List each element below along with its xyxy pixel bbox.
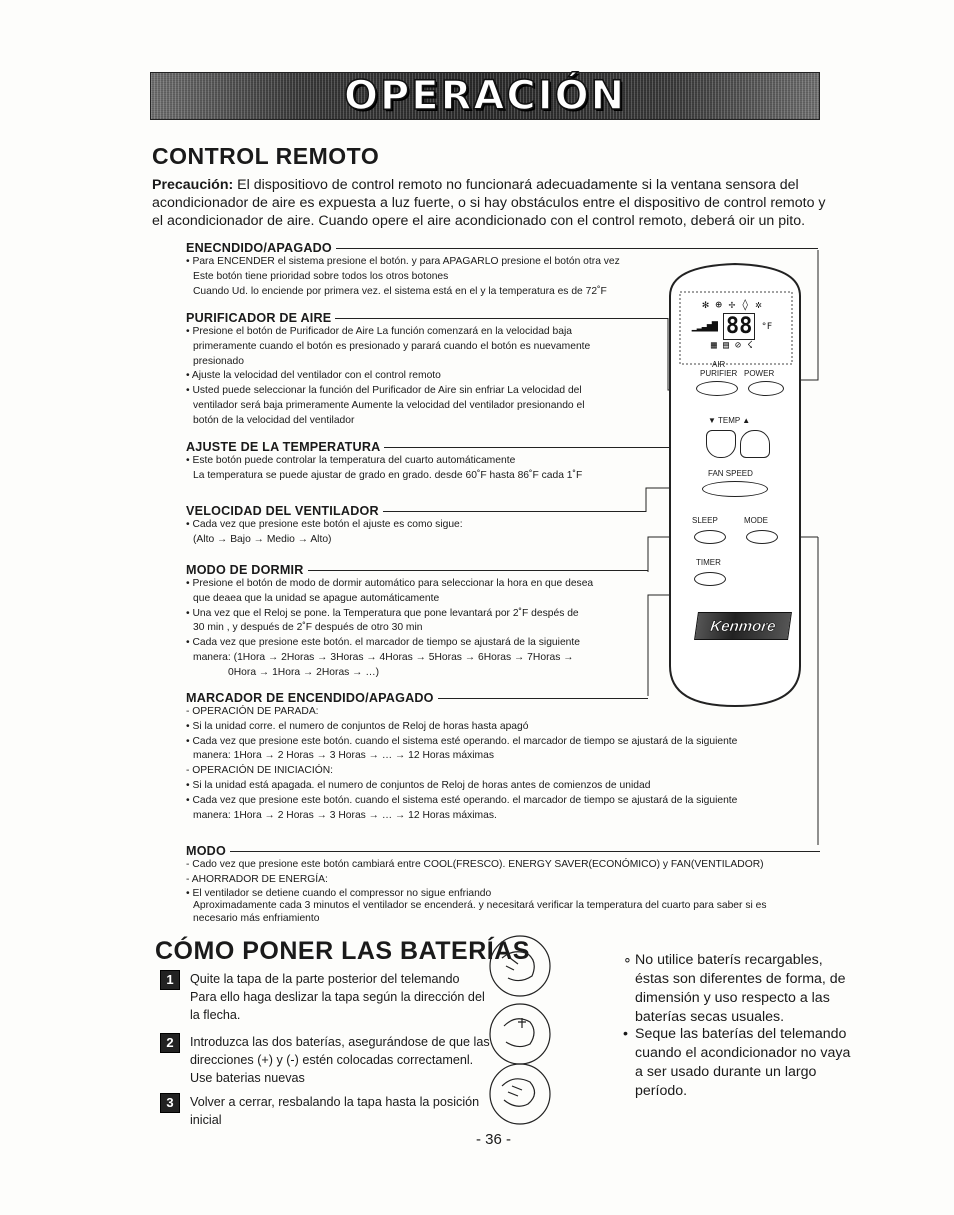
fan-speed-button[interactable] [702,481,768,497]
section-line: • Si la unidad está apagada. el numero de conjuntos de Reloj de horas antes de comienzos de unidad [186,779,651,791]
mode-icons: ▦ ▤ ⊘ ☇ [710,340,754,351]
section-line: manera: (1Hora → 2Horas → 3Horas → 4Horas → 5Horas → 6Horas → 7Horas → [193,651,574,663]
display-icons: ✻ ⊕ ✢ ◊ ✲ [702,298,762,311]
section-line: que deaea que la unidad se apague automáticamente [193,592,440,604]
banner-title: OPERACIÓN [343,73,627,119]
step-number: 3 [160,1093,180,1113]
section-title: MODO DE DORMIR [186,563,304,577]
note-line: cuando el acondicionador no vaya [635,1045,851,1061]
temp-label: TEMP [718,416,741,425]
section-line: • Una vez que el Reloj se pone. la Temperatura que pone levantará por 2˚F despés de [186,607,579,619]
section-line: La temperatura se puede ajustar de grado en grado. desde 60˚F hasta 86˚F cada 1˚F [193,469,583,481]
precaucion-line: el acondicionador de aire. Cuando opere el aire acondicionado con el control remoto, deberá oir un pito. [152,213,806,229]
step-line: Quite la tapa de la parte posterior del telemando [190,972,460,986]
section-line: • Usted puede seleccionar la función del Purificador de Aire sin enfriar La velocidad del [186,385,582,397]
note-line: No utilice baterís recargables, [635,952,823,968]
page-number: - 36 - [476,1131,512,1148]
battery-step-1 [160,970,490,1024]
section-line: • Cada vez que presione este botón el ajuste es como sigue: [186,519,463,530]
section-line: • Cada vez que presione este botón. cuando el sistema esté operando. el marcador de tiempo se ajustará de la siguiente [186,735,738,747]
section-line: • Ajuste la velocidad del ventilador con el control remoto [186,370,441,382]
fan-bars-icon: ▁▂▃▅▇ [691,321,717,332]
section-title: AJUSTE DE LA TEMPERATURA [186,440,381,454]
note-line: dimensión y uso respecto a las [635,990,830,1006]
section-line: ventilador será baja primeramente Aumente la velocidad del ventilador presionando el [193,399,585,411]
brand-label: Kenmore [709,617,777,635]
section-line: - OPERACIÓN DE INICIACIÓN: [186,765,334,777]
fan-speed-label: FAN SPEED [708,469,753,478]
kenmore-logo [694,612,792,640]
note-line: baterías secas usuales. [635,1009,785,1025]
battery-step-2 [160,1033,490,1087]
note-line: éstas son diferentes de forma, de [635,971,846,987]
temp-up-button[interactable] [740,430,770,458]
control-remoto-heading: CONTROL REMOTO [152,143,380,169]
battery-illustration [484,928,560,1128]
section-line: Aproximadamente cada 3 minutos el ventilador se encenderá. y necesitará verificar la temperatura del cuarto para saber si es [193,900,767,912]
step-number: 1 [160,970,180,990]
section-line: 0Hora → 1Hora → 2Horas → …) [228,666,380,678]
section-line: (Alto → Bajo → Medio → Alto) [193,533,332,545]
precaucion-line: El dispositiovo de control remoto no funcionará adecuadamente si la ventana sensora del [237,177,799,193]
air-purifier-label: AIR PURIFIER [700,360,738,378]
battery-step-3 [160,1093,490,1129]
display-unit: °F [761,321,773,332]
section-line: • Presione el botón de modo de dormir automático para seleccionar la hora en que desea [186,578,594,589]
section-line: - OPERACIÓN DE PARADA: [186,706,319,717]
section-line: • Cada vez que presione este botón. cuando el sistema esté operando. el marcador de tiempo se ajustará de la siguiente [186,794,738,806]
temp-down-button[interactable] [706,430,736,458]
section-line: • Si la unidad corre. el numero de conjuntos de Reloj de horas hasta apagó [186,720,529,732]
note-line: Seque las baterías del telemando [635,1026,847,1042]
step-line: Use baterias nuevas [190,1071,305,1085]
step-line: direcciones (+) y (-) estén colocadas correctamenl. [190,1053,474,1067]
note-line: período. [635,1083,688,1099]
remote-display [686,298,778,358]
section-title: PURIFICADOR DE AIRE [186,311,332,325]
step-line: Introduzca las dos baterías, asegurándose de que las [190,1035,490,1049]
display-digits: 88 [723,313,756,340]
air-purifier-button[interactable] [696,381,738,396]
section-line: 30 min , y después de 2˚F después de otro 30 min [193,622,423,634]
battery-note-2: • Seque las baterías del telemando cuando el acondicionador no vaya a ser usado durante un largo período. [623,1025,873,1101]
power-label: POWER [744,369,775,378]
section-line: • Este botón puede controlar la temperatura del cuarto automáticamente [186,455,516,466]
step-number: 2 [160,1033,180,1053]
step-line: inicial [190,1113,222,1127]
timer-label: TIMER [696,558,721,567]
battery-note-1: ∘ No utilice baterís recargables, éstas son diferentes de forma, de dimensión y uso respecto a las baterías secas usuales. [623,951,873,1027]
mode-label: MODE [744,516,768,525]
section-line: • Cada vez que presione este botón. el marcador de tiempo se ajustará de la siguiente [186,637,580,649]
sleep-button[interactable] [694,530,726,544]
mode-button[interactable] [746,530,778,544]
step-line: Para ello haga deslizar la tapa según la dirección del [190,990,485,1004]
section-line: - AHORRADOR DE ENERGÍA: [186,873,328,885]
section-title: VELOCIDAD DEL VENTILADOR [186,504,379,518]
section-line: necesario más enfriamiento [193,912,320,924]
sleep-label: SLEEP [692,516,718,525]
section-line: manera: 1Hora → 2 Horas → 3 Horas → … → 12 Horas máximas [193,750,494,762]
baterias-heading: CÓMO PONER LAS BATERÍAS [155,937,530,965]
section-line: botón de la velocidad del ventilador [193,414,355,426]
section-line: primeramente cuando el botón es presionado y parará cuando el botón es nuevamente [193,340,591,352]
step-line: la flecha. [190,1008,241,1022]
section-title: ENECNDIDO/APAGADO [186,241,332,255]
section-line: • El ventilador se detiene cuando el compressor no sigue enfriando [186,887,492,899]
section-line: manera: 1Hora → 2 Horas → 3 Horas → … → 12 Horas máximas. [193,809,497,821]
section-line: • Presione el botón de Purificador de Aire La función comenzará en la velocidad baja [186,326,572,337]
section-line: Cuando Ud. lo enciende por primera vez. el sistema está en el y la temperatura es de 72˚F [193,285,607,297]
note-line: a ser usado durante un largo [635,1064,817,1080]
timer-button[interactable] [694,572,726,586]
section-line: - Cado vez que presione este botón cambiará entre COOL(FRESCO). ENERGY SAVER(ECONÓMICO) y FAN(VENTILADOR) [186,859,764,870]
section-line: Este botón tiene prioridad sobre todos los otros botones [193,270,449,282]
precaucion-label: Precaución: [152,177,234,193]
section-title: MARCADOR DE ENCENDIDO/APAGADO [186,691,434,705]
precaucion-line: acondicionador de aire es expuesta a luz fuerte, o si hay obstáculos entre el dispositivo de control remoto y [152,195,826,211]
section-title: MODO [186,844,226,858]
section-line: • Para ENCENDER el sistema presione el botón. y para APAGARLO presione el botón otra vez [186,256,620,267]
power-button[interactable] [748,381,784,396]
temp-label-row: ▼ TEMP ▲ [708,416,751,425]
step-line: Volver a cerrar, resbalando la tapa hasta la posición [190,1095,480,1109]
section-line: presionado [193,355,244,367]
